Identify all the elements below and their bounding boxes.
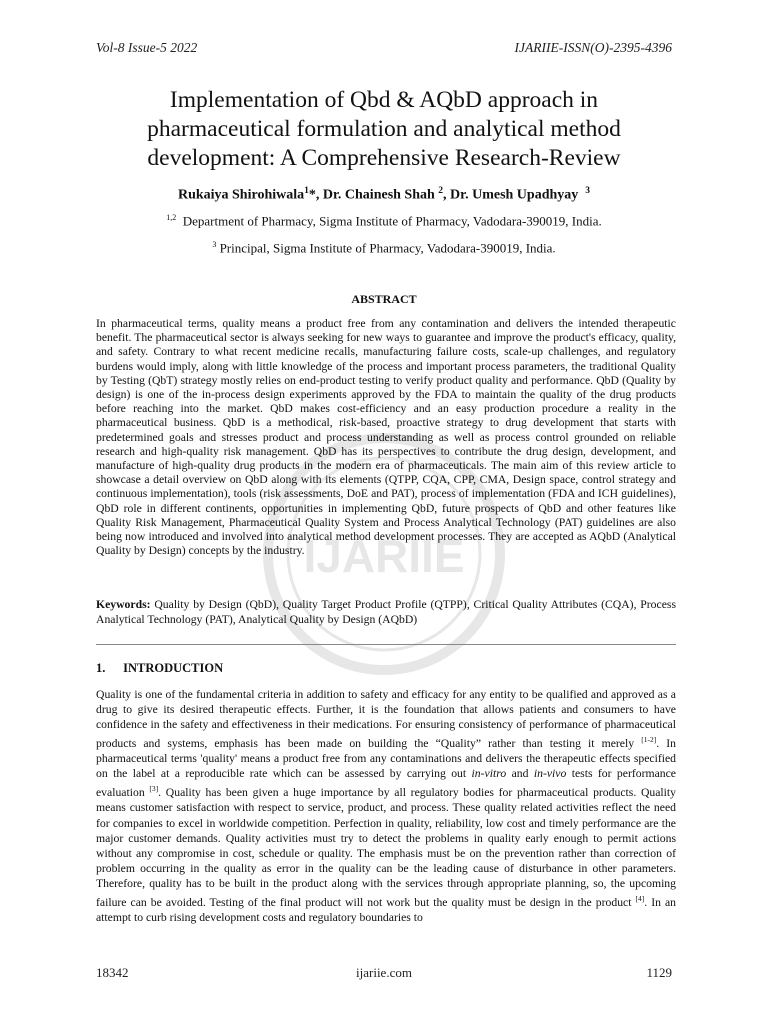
author-name: Dr. Chainesh Shah — [322, 187, 435, 203]
author-affil-mark: 3 — [585, 186, 591, 196]
affil-mark: 1,2 — [166, 213, 177, 222]
intro-italic: in-vivo — [533, 767, 567, 781]
author-name: Rukaiya Shirohiwala — [177, 187, 305, 203]
affil-text: Department of Pharmacy, Sigma Institute of Pharmacy, Vadodara-390019, India. — [182, 213, 602, 229]
affiliation-1 — [96, 213, 672, 229]
intro-italic: in-vitro — [471, 767, 507, 781]
page-number: 1129 — [646, 965, 672, 980]
journal-site[interactable]: ijariie.com — [356, 965, 412, 980]
keywords-text: Quality by Design (QbD), Quality Target Product Profile (QTPP), Critical Quality Attributes (CQA), Process Analytical Technology (PAT), Analytical Quality by Design (AQbD) — [96, 598, 676, 626]
affil-mark: 3 — [212, 240, 217, 249]
author-affil-mark: 2 — [438, 186, 444, 196]
abstract-body: In pharmaceutical terms, quality means a product free from any contamination and delivers the intended therapeutic benefit. The pharmaceutical sector is always seeking for new ways to guarantee and improve the product's efficacy, quality, and safety. Contrary to what recent medicine recalls, manufacturing failure costs, scale-up challenges, and regulatory burdens would imply, along with little knowledge of the process and important process parameters, the traditional Quality by Testing (QbT) strategy mostly relies on end-product testing to verify product quality and performance. QbD (Quality by design) is one of the in-process design experiments approved by the FDA to maintain the quality of the drug products before reaching into the market. QbD makes cost-efficiency and an easy production procedure a reality in the pharmaceutical business. QbD is a methodical, risk-based, proactive strategy to drug development that starts with predetermined goals and stresses product and process understanding as well as process control grounded on reliable research and high-quality risk management. QbD has its perspectives to contribute the drug design, development, and manufacture of high-quality drug products in the modern era of pharmaceuticals. The main aim of this review article to showcase a detail overview on QbD along with its elements (QTPP, CQA, CPP, CMA, Design space, control strategy and continuous implementation), tools (risk assessments, DoE and PAT), process of implementation (FDA and ICH guidelines), QbD role in different continents, opportunities in implementing QbD, future prospects of QbD and other features like Quality Risk Management, Pharmaceutical Quality System and Process Analytical Technology (PAT) guidelines are also being now introduced and involved into analytical method development processes. They are accepted as AQbD (Analytical Quality by Design) concepts by the industry. — [96, 317, 676, 558]
introduction-body — [96, 687, 676, 925]
section-number: 1. — [96, 661, 106, 675]
citation: [4] — [635, 894, 645, 903]
intro-text: . In an attempt to curb rising development costs and regulatory boundaries to — [96, 895, 677, 924]
author-list — [96, 186, 672, 204]
svg-text:IJARIIE: IJARIIE — [303, 530, 465, 582]
abstract-heading: ABSTRACT — [351, 292, 417, 306]
citation: [3] — [149, 784, 159, 794]
intro-text: . Quality has been given a huge importance by all regulatory bodies for pharmaceutical products. Quality means customer satisfaction with respect to service, product, and process. These quality related activities reflect the need for companies to excel in worldwide competition. Perfection in quality, reliability, low cost and timely performance are the major customer demands. Quality activities must try to detect the problems in quality early enough to permit actions without any compromise in cost, schedule or quality. The emphasis must be on the prevention rather than correction of problem occurring in the quality as error in the quality can be the leading cause of disturbance in other parameters. Therefore, quality has to be built in the product along with the services through appropriate planning, so, the upcoming failure can be avoided. Testing of the final product will not work but the quality must be design in the product — [96, 786, 677, 909]
intro-text: and — [511, 767, 529, 781]
paper-id: 18342 — [96, 965, 129, 980]
intro-text: tests for performance evaluation — [96, 767, 676, 800]
author-sep: *, — [308, 187, 320, 203]
paper-title: Implementation of Qbd & AQbD approach in pharmaceutical formulation and analytical method development: A Comprehensive Research-Review — [147, 87, 621, 171]
intro-text: . In pharmaceutical terms 'quality' means a product free from any contaminations and delivers the therapeutic effects specified on the label at a reproducible rate which can be assessed by carrying out — [96, 737, 676, 781]
author-affil-mark: 1 — [304, 186, 309, 196]
intro-text: Quality is one of the fundamental criteria in addition to safety and efficacy for any entity to be qualified and approved as a drug to give its desired therapeutic effects. Further, it is the foundation that allows patients and consumers to have confidence in the safety and effectiveness in their medications. For ensuring consistency of performance of pharmaceutical products and systems, emphasis has been made on building the “Quality” rather than testing it merely — [96, 688, 676, 751]
section-heading — [96, 661, 223, 676]
section-divider — [96, 644, 676, 645]
section-title: INTRODUCTION — [123, 661, 224, 675]
keywords-label: Keywords: — [96, 598, 151, 611]
citation: [1-2] — [641, 735, 657, 745]
keywords — [96, 598, 676, 627]
journal-volume: Vol-8 Issue-5 2022 — [96, 40, 198, 55]
author-sep: , — [443, 187, 447, 203]
affiliation-2 — [96, 240, 672, 256]
author-name: Dr. Umesh Upadhyay — [450, 187, 579, 203]
journal-issn: IJARIIE-ISSN(O)-2395-4396 — [514, 40, 672, 55]
affil-text: Principal, Sigma Institute of Pharmacy, Vadodara-390019, India. — [219, 240, 556, 256]
